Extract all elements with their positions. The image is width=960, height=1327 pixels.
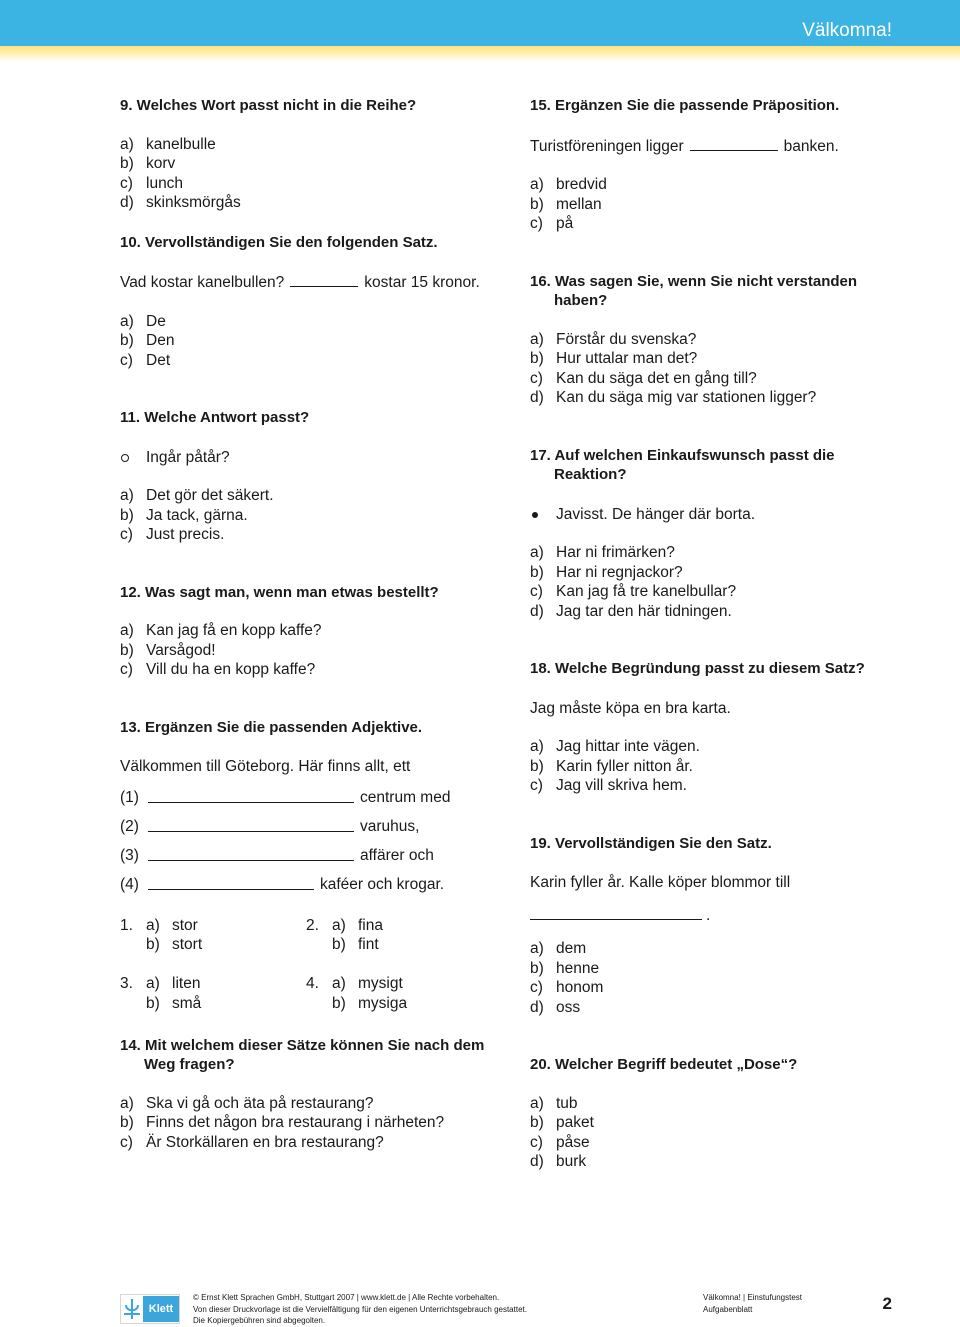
option-text: skinksmörgås [146,194,241,211]
choice-item [120,916,306,955]
option[interactable] [530,563,910,583]
option[interactable] [530,1094,910,1114]
question-title: 12. Was sagt man, wenn man etwas bestellt? [120,583,439,601]
option-text: mysiga [358,994,408,1012]
question-title: 13. Ergänzen Sie die passenden Adjektive. [120,718,423,736]
gap-text: affärer och [360,846,434,864]
option[interactable] [530,776,910,796]
copyright-notice [193,1292,527,1327]
question-sentence [530,136,910,157]
option-text: stor [172,916,198,934]
option-letter: a) [530,1094,544,1112]
option[interactable] [530,1113,910,1133]
option-text: kanelbulle [146,135,216,153]
question-sentence [120,272,500,293]
option[interactable] [530,195,910,215]
question-13 [120,718,500,1033]
option[interactable] [530,369,910,389]
option[interactable] [120,1133,500,1153]
question-20 [530,1055,910,1172]
option-letter: a) [120,135,134,153]
option[interactable] [120,351,500,371]
option-text: honom [556,979,604,996]
option-letter: b) [530,1114,544,1131]
option-letter: c) [530,369,543,387]
gap-number: (4) [120,875,139,893]
gap-text: centrum med [360,788,451,806]
option[interactable] [530,939,910,959]
gap-lines [120,788,500,904]
option-text: Finns det någon bra restaurang i närheten? [146,1114,445,1131]
option[interactable] [332,974,492,994]
option[interactable] [530,959,910,979]
sentence-end: kostar 15 kronor. [364,274,480,291]
header-title: Välkomna! [802,20,892,41]
prompt-text: Ingår påtår? [146,448,230,466]
option-letter: a) [120,312,134,330]
option-text: Vill du ha en kopp kaffe? [146,661,316,678]
sentence-start: Turistföreningen ligger [530,137,684,155]
choice-item [306,916,492,955]
option[interactable] [120,135,500,155]
option-text: mysigt [358,975,403,992]
option[interactable] [530,1152,910,1172]
option[interactable] [120,331,500,351]
option[interactable] [332,935,492,955]
question-title: 10. Vervollständigen Sie den folgenden Satz. [120,233,438,251]
option-text: bredvid [556,176,607,193]
sentence-end: banken. [783,137,839,155]
option-text: korv [146,155,176,172]
options-list [530,939,910,1017]
option[interactable] [120,525,500,545]
option[interactable] [530,388,910,408]
option[interactable] [146,994,306,1014]
solid-bullet-icon [532,512,538,518]
option-text: Hur uttalar man det? [556,350,698,367]
option[interactable] [530,582,910,602]
option-letter: a) [120,622,134,639]
option-text: fina [358,916,383,934]
option[interactable] [120,1113,500,1133]
option-text: Förstår du svenska? [556,330,697,348]
option-letter: a) [120,487,134,504]
option-letter: a) [146,975,160,992]
answer-blank[interactable] [290,272,358,287]
option-text: Kan jag få tre kanelbullar? [556,583,737,600]
choices-column [306,916,492,1033]
option-letter: a) [530,544,544,561]
option-text: stort [172,936,203,953]
option[interactable] [530,349,910,369]
option-text: Kan du säga det en gång till? [556,369,757,387]
option-letter: a) [146,916,160,934]
header-bar [0,0,960,46]
question-11 [120,408,500,545]
choice-number: 1. [120,916,133,934]
question-title: 17. Auf welchen Einkaufswunsch passt die Reaktion? [530,446,835,483]
question-title: 14. Mit welchem dieser Sätze können Sie nach dem Weg fragen? [120,1036,485,1073]
question-sentence: Jag måste köpa en bra karta. [530,699,731,717]
answer-blank[interactable] [148,875,314,890]
option[interactable] [332,994,492,1014]
option-text: Varsågod! [146,641,216,659]
question-9 [120,96,500,213]
option-letter: c) [120,1133,133,1151]
option-letter: a) [332,916,346,934]
adjective-choices [120,916,500,1033]
option-text: dem [556,940,587,957]
gap-text: varuhus, [360,817,420,835]
option-text: Just precis. [146,526,225,543]
sentence-start: Karin fyller år. Kalle köper blommor till [530,874,791,891]
option[interactable] [120,193,500,213]
options-list [120,621,500,680]
option[interactable] [120,1094,500,1114]
option-letter: c) [530,979,543,996]
option[interactable] [120,174,500,194]
option-letter: c) [120,174,133,192]
hollow-bullet-icon [121,454,129,462]
options-list [530,543,910,621]
option-text: liten [172,975,201,992]
option-letter: c) [530,1133,543,1151]
option[interactable] [146,974,306,994]
option[interactable] [530,330,910,350]
gap-number: (2) [120,817,139,835]
option-text: henne [556,959,600,977]
option[interactable] [530,998,910,1018]
question-title: 20. Welcher Begriff bedeutet „Dose“? [530,1056,798,1073]
option-letter: b) [146,994,160,1012]
option-letter: a) [530,176,544,193]
option-text: Ska vi gå och äta på restaurang? [146,1094,374,1112]
option-letter: c) [530,777,543,794]
prompt-text: Javisst. De hänger där borta. [556,505,756,523]
question-sentence [530,873,910,893]
option-letter: b) [530,959,544,977]
option-text: De [146,312,166,330]
page-footer [0,1290,960,1326]
option[interactable] [530,602,910,622]
gap-text: kaféer och krogar. [320,875,445,893]
option-text: mellan [556,195,602,213]
option-text: Är Storkällaren en bra restaurang? [146,1133,384,1151]
option-text: Det gör det säkert. [146,487,274,504]
option-letter: c) [120,661,133,678]
options-list [530,330,910,408]
option[interactable] [120,506,500,526]
option-text: Jag hittar inte vägen. [556,738,700,755]
question-intro: Välkommen till Göteborg. Här finns allt, ett [120,758,411,775]
option-text: Kan jag få en kopp kaffe? [146,622,322,639]
klett-logo-icon [121,1296,143,1322]
answer-line [530,905,910,926]
answer-blank[interactable] [148,788,354,803]
option-letter: d) [530,602,544,620]
option-text: oss [556,998,581,1016]
choice-item [306,974,492,1013]
option[interactable] [120,486,500,506]
option-letter: d) [530,1153,544,1170]
right-column [530,96,910,1172]
gap-number: (1) [120,788,139,806]
option[interactable] [120,312,500,332]
sentence-start: Vad kostar kanelbullen? [120,274,285,291]
option-letter: b) [530,195,544,213]
option-text: Ja tack, gärna. [146,506,248,524]
gap-line [120,788,500,817]
option-letter: c) [120,526,133,543]
option-text: Har ni frimärken? [556,544,675,561]
copyright-line: © Ernst Klett Sprachen GmbH, Stuttgart 2007 | www.klett.de | Alle Rechte vorbehalten. [193,1293,500,1302]
gap-line [120,817,500,846]
option[interactable] [120,621,500,641]
option[interactable] [120,660,500,680]
answer-blank[interactable] [148,817,354,832]
option-letter: d) [530,389,544,406]
option-text: Karin fyller nitton år. [556,757,693,775]
copyright-line: Von dieser Druckvorlage ist die Vervielfältigung für den eigenen Unterrichtsgebrauch gestattet. [193,1304,527,1314]
footer-subtitle: Aufgabenblatt [703,1304,753,1314]
options-list [120,312,500,371]
option-letter: d) [530,998,544,1016]
option-text: Det [146,351,171,369]
option-text: fint [358,936,379,953]
option[interactable] [120,641,500,661]
klett-logo [120,1294,180,1324]
header-stripe [0,46,960,62]
dialogue-prompt [120,448,500,468]
gap-number: (3) [120,846,139,864]
option-letter: b) [146,936,160,953]
option-letter: c) [530,215,543,232]
option-text: tub [556,1094,578,1112]
option-letter: b) [120,332,134,349]
question-16 [530,272,910,408]
option-letter: a) [530,330,544,348]
option-letter: c) [120,351,133,369]
option-letter: a) [332,975,346,992]
option-text: Jag tar den här tidningen. [556,602,732,620]
options-list [530,1094,910,1172]
option-letter: a) [530,940,544,957]
page-number: 2 [882,1294,892,1313]
question-18 [530,659,910,796]
question-title: 19. Vervollständigen Sie den Satz. [530,834,772,852]
option[interactable] [146,916,306,936]
gap-line [120,875,500,904]
question-14 [120,1036,500,1153]
gap-line [120,846,500,875]
option[interactable] [530,737,910,757]
answer-blank[interactable] [148,846,354,861]
question-title: 15. Ergänzen Sie die passende Präposition. [530,97,840,114]
options-list [120,1094,500,1153]
option-letter: d) [120,194,134,211]
option-letter: a) [120,1094,134,1112]
option-text: Den [146,332,175,349]
option-text: burk [556,1153,587,1170]
option-letter: b) [120,506,134,524]
question-title: 9. Welches Wort passt nicht in die Reihe? [120,97,417,114]
option-text: lunch [146,174,184,192]
footer-title: Välkomna! | Einstufungstest [703,1293,803,1302]
logo-text: Klett [143,1296,179,1322]
option-text: Kan du säga mig var stationen ligger? [556,389,817,406]
option-text: små [172,994,202,1012]
option-text: på [556,215,574,232]
answer-blank[interactable] [530,905,702,920]
choice-number: 3. [120,975,133,992]
option-letter: b) [120,155,134,172]
question-15 [530,96,910,234]
option-letter: a) [530,738,544,755]
option-letter: b) [530,757,544,775]
footer-info [703,1292,802,1315]
option[interactable] [530,1133,910,1153]
option-text: Har ni regnjackor? [556,563,683,581]
option-text: paket [556,1114,594,1131]
question-title: 11. Welche Antwort passt? [120,409,310,426]
option[interactable] [530,978,910,998]
question-title: 18. Welche Begründung passt zu diesem Satz? [530,660,865,677]
choice-number: 2. [306,916,319,934]
choices-column [120,916,306,1033]
options-list [530,737,910,796]
question-19 [530,834,910,1018]
dialogue-prompt [530,505,910,525]
option[interactable] [120,154,500,174]
left-column [120,96,500,1152]
question-17 [530,446,910,622]
option-letter: b) [530,563,544,581]
option-letter: b) [332,936,346,953]
option-letter: b) [120,641,134,659]
option[interactable] [530,214,910,234]
option[interactable] [530,543,910,563]
option-letter: b) [332,994,346,1012]
choice-item [120,974,306,1013]
option[interactable] [146,935,306,955]
copyright-line: Die Kopiergebühren sind abgegolten. [193,1316,326,1325]
option-letter: b) [120,1114,134,1131]
option[interactable] [332,916,492,936]
answer-blank[interactable] [690,136,778,151]
options-list [120,135,500,213]
option-text: påse [556,1133,590,1151]
option-text: Jag vill skriva hem. [556,777,687,794]
option-letter: b) [530,350,544,367]
question-12 [120,583,500,680]
options-list [530,175,910,234]
sentence-end: . [706,906,711,924]
options-list [120,486,500,545]
option[interactable] [530,757,910,777]
question-title: 16. Was sagen Sie, wenn Sie nicht verstanden haben? [530,272,858,309]
option[interactable] [530,175,910,195]
option-letter: c) [530,583,543,600]
question-10 [120,233,500,371]
choice-number: 4. [306,975,319,992]
